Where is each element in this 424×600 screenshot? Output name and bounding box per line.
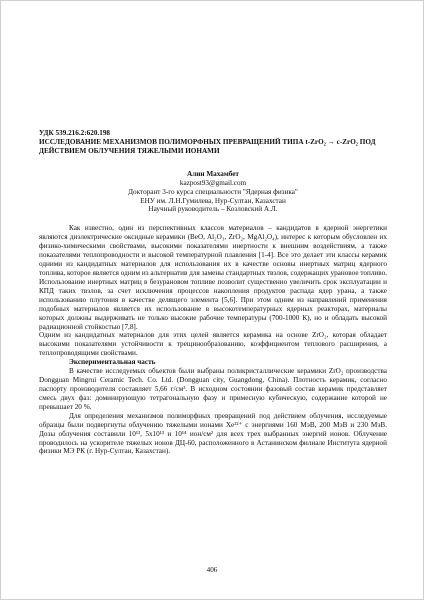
author-name: Алин Махамбет — [187, 169, 239, 178]
paragraph-irradiation: Для определения механизмов полиморфных превращений под действием облучения, исследуемые образцы были подвергнуты облучению тяжелыми ионами Xe²²⁺ с энергиями 160 МэВ, 200 МэВ и 230 МэВ. Дозы облучения составили 10¹³, 5x10¹³ и 10¹⁴ ион/см² для всех трех выбранных энергий ионов. Облучение проводилось на ускорителе тяжелых ионов ДЦ-60, расположенного в Астанинском филиале Института ядерной физики МЭ РК (г. Нур-Султан, Казахстан). — [39, 411, 387, 456]
page-number: 406 — [206, 566, 218, 574]
author-position: Докторант 3-го курса специальности "Ядерная физика" — [128, 187, 298, 196]
section-heading-experimental: Экспериментальная часть — [69, 358, 156, 367]
paragraph-intro: Как известно, один из перспективных классов материалов – кандидатов в ядерной энергетики являются диэлектрические оксидные керамики (BeO, Al₂O₃, ZrO₂, MgAl₂O₄), интерес к которым обусловлен их физико-химическими свойствами, высокими показателями инертности к внешним воздействиям, а также показателями теплопроводности и высокой температурной плавления [1-4]. Все это делает эти классы керамик одними из кандидатных материалов для использования их в качестве основы инертных матриц ядерного топлива, которое является одним из альтернатив для замены стандартных твэлов, содержащих урановое топливо. Использование инертных матриц в безурановом топливе позволит существенно увеличить срок эксплуатации и КПД таких твэлов, за счет исключения процессов накопления продуктов распада ядер урана, а также использованию плутония в качестве делящего элемента [5,6]. При этом одним из направлений применения подобных материалов является их использование в высокотемпературных ядерных реакторах, материалы которых должны выдерживать не только высокие рабочие температуры (700-1000 К), но и обладать высокой радиационной стойкостью [7,8]. — [39, 224, 387, 331]
author-affiliation: ЕНУ им. Л.Н.Гумилева, Нур-Султан, Казахстан — [140, 196, 286, 205]
paper-title: ИССЛЕДОВАНИЕ МЕХАНИЗМОВ ПОЛИМОРФНЫХ ПРЕВРАЩЕНИЙ ТИПА t-ZrO₂ → c-ZrO₂ ПОД ДЕЙСТВИЕМ ОБЛУЧЕНИЯ ТЯЖЕЛЫМИ ИОНАМИ — [39, 137, 376, 155]
udk-code: УДК 539.216.2:620.198 — [39, 129, 111, 137]
paper-content — [39, 129, 387, 456]
author-block — [39, 170, 387, 215]
author-supervisor: Научный руководитель – Козловский А.Л. — [148, 205, 278, 214]
author-email: kazpost93@gmail.com — [179, 178, 247, 187]
paragraph-objects: В качестве исследуемых объектов были выбраны поликристаллические керамики ZrO₂ производства Dongguan Mingrui Ceramic Tech. Co. Ltd. (Dongguan city, Guangdong, China). Плотность керамик, согласно паспорту производителя составляет 5,66 г/см³. В исходном состоянии фазовый состав керамик представляет смесь двух фаз: доминирующую тетрагональную фазу и примесную кубическую, содержание которой не превышает 20 %. — [39, 367, 387, 411]
paragraph-zro2: Одним из кандидатных материалов для этих целей является керамика на основе ZrO₂, которая обладает высокими показателями устойчивости к трещинообразованию, коэффициентом теплового расширения, а теплопроводящими свойствами. — [39, 331, 387, 358]
